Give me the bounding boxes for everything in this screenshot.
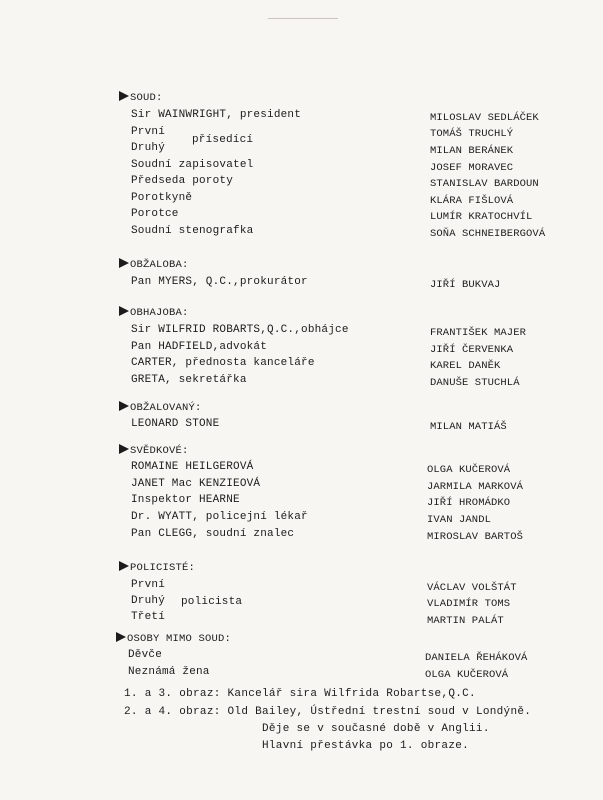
actor: OLGA KUČEROVÁ <box>427 464 511 476</box>
pointer-arrow-icon <box>119 258 129 268</box>
actor: JIŘÍ ČERVENKA <box>430 344 514 356</box>
section-heading-policiste: POLICISTÉ: <box>119 561 195 575</box>
pointer-arrow-icon <box>119 401 129 411</box>
actor: KAREL DANĚK <box>430 360 501 372</box>
actor: SOŇA SCHNEIBERGOVÁ <box>430 228 546 240</box>
section-heading-obzalovany: OBŽALOVANÝ: <box>119 401 202 415</box>
actor: VÁCLAV VOLŠTÁT <box>427 582 517 594</box>
role: Děvče <box>128 649 163 661</box>
role: První <box>131 579 166 591</box>
actor: MILAN BERÁNEK <box>430 145 514 157</box>
actor: MILAN MATIÁŠ <box>430 421 507 433</box>
section-heading-svedkove: SVĚDKOVÉ: <box>119 444 189 458</box>
actor: FRANTIŠEK MAJER <box>430 327 527 339</box>
actor: JARMILA MARKOVÁ <box>427 481 524 493</box>
role: Předseda poroty <box>131 175 234 187</box>
actor: IVAN JANDL <box>427 514 492 526</box>
pointer-arrow-icon <box>116 632 126 642</box>
role: Pan CLEGG, soudní znalec <box>131 528 295 540</box>
actor: LUMÍR KRATOCHVÍL <box>430 211 533 223</box>
brace-label-prisedici: přísedící <box>192 134 254 146</box>
actor: JOSEF MORAVEC <box>430 162 514 174</box>
role: Sir WAINWRIGHT, president <box>131 109 302 121</box>
section-heading-obhajoba: OBHAJOBA: <box>119 306 189 320</box>
pointer-arrow-icon <box>119 561 129 571</box>
role: CARTER, přednosta kanceláře <box>131 357 315 369</box>
section-heading-osoby: OSOBY MIMO SOUD: <box>116 632 231 646</box>
role: LEONARD STONE <box>131 418 220 430</box>
role: GRETA, sekretářka <box>131 374 247 386</box>
role: Třetí <box>131 611 166 623</box>
section-heading-obzaloba: OBŽALOBA: <box>119 258 189 272</box>
brace-label-policista: policista <box>181 596 243 608</box>
actor: JIŘÍ BUKVAJ <box>430 279 501 291</box>
pointer-arrow-icon <box>119 444 129 454</box>
role: Pan HADFIELD,advokát <box>131 341 268 353</box>
actor: MARTIN PALÁT <box>427 615 504 627</box>
setting-note: Děje se v současné době v Anglii. <box>262 723 490 735</box>
role: JANET Mac KENZIEOVÁ <box>131 478 261 490</box>
top-edge-line <box>268 18 338 19</box>
role: Sir WILFRID ROBARTS,Q.C.,obhájce <box>131 324 349 336</box>
scene-note-1: 1. a 3. obraz: Kancelář sira Wilfrida Robartse,Q.C. <box>124 688 476 700</box>
actor: MIROSLAV BARTOŠ <box>427 531 524 543</box>
role: První <box>131 126 166 138</box>
actor: VLADIMÍR TOMS <box>427 598 511 610</box>
actor: DANIELA ŘEHÁKOVÁ <box>425 652 528 664</box>
role: Inspektor HEARNE <box>131 494 240 506</box>
section-heading-soud: SOUD: <box>119 91 163 105</box>
actor: JIŘÍ HROMÁDKO <box>427 497 511 509</box>
role: Neznámá žena <box>128 666 210 678</box>
role: Druhý <box>131 142 166 154</box>
role: ROMAINE HEILGEROVÁ <box>131 461 254 473</box>
role: Soudní stenografka <box>131 225 254 237</box>
intermission-note: Hlavní přestávka po 1. obraze. <box>262 740 470 752</box>
scene-note-2: 2. a 4. obraz: Old Bailey, Ústřední trestní soud v Londýně. <box>124 706 532 718</box>
actor: MILOSLAV SEDLÁČEK <box>430 112 539 124</box>
role: Porotce <box>131 208 179 220</box>
pointer-arrow-icon <box>119 306 129 316</box>
role: Druhý <box>131 595 166 607</box>
actor: STANISLAV BARDOUN <box>430 178 539 190</box>
role: Soudní zapisovatel <box>131 159 254 171</box>
actor: DANUŠE STUCHLÁ <box>430 377 520 389</box>
pointer-arrow-icon <box>119 91 129 101</box>
actor: OLGA KUČEROVÁ <box>425 669 509 681</box>
actor: TOMÁŠ TRUCHLÝ <box>430 128 514 140</box>
role: Pan MYERS, Q.C.,prokurátor <box>131 276 308 288</box>
actor: KLÁRA FIŠLOVÁ <box>430 195 514 207</box>
role: Dr. WYATT, policejní lékař <box>131 511 308 523</box>
role: Porotkyně <box>131 192 193 204</box>
